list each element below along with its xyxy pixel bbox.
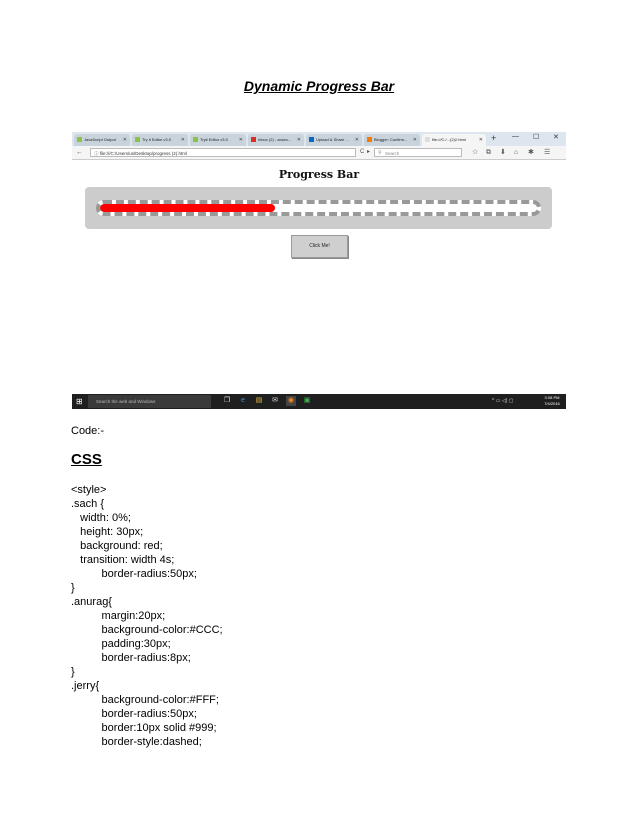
edge-icon[interactable]: e (241, 397, 245, 404)
bookmark-star-icon[interactable]: ☆ (472, 149, 479, 156)
progress-bar-heading: Progress Bar (278, 168, 360, 181)
windows-start-icon[interactable]: ⊞ (76, 397, 83, 406)
browser-tab[interactable]: Inbox (2) - anura... ✕ (248, 134, 304, 146)
url-bar[interactable] (90, 148, 356, 157)
code-line: transition: width 4s; (71, 554, 175, 566)
tab-favicon-icon (425, 137, 430, 142)
search-placeholder: Search (385, 151, 400, 156)
windows-taskbar (72, 394, 566, 409)
download-icon[interactable]: ⬇ (500, 149, 506, 156)
code-line: width: 0%; (71, 512, 131, 524)
code-line: border-style:dashed; (71, 736, 202, 748)
progress-fill (100, 204, 275, 212)
close-window-button[interactable]: ✕ (553, 134, 559, 141)
tab-favicon-icon (193, 137, 198, 142)
extension-icon[interactable]: ✱ (528, 149, 534, 156)
info-icon: ⓘ (94, 151, 99, 156)
tab-favicon-icon (367, 137, 372, 142)
file-explorer-icon[interactable]: ▤ (255, 397, 263, 404)
search-icon: ⚲ (378, 150, 382, 156)
code-line: } (71, 582, 75, 594)
browser-tab-active[interactable]: file:///C:/...(2)2.html ✕ (422, 134, 486, 146)
tab-favicon-icon (251, 137, 256, 142)
click-me-button[interactable]: Click Me! (291, 235, 348, 258)
code-line: padding:30px; (71, 638, 171, 650)
browser-nav-bar (72, 146, 566, 160)
clock-date: 7/4/2016 (544, 401, 560, 406)
code-line: margin:20px; (71, 610, 166, 622)
tab-favicon-icon (309, 137, 314, 142)
code-line: border-radius:50px; (71, 568, 197, 580)
close-tab-icon[interactable]: ✕ (180, 137, 185, 143)
library-icon[interactable]: ⧉ (486, 149, 491, 156)
css-heading: CSS (71, 451, 102, 468)
code-line: border-radius:50px; (71, 708, 197, 720)
code-line: background: red; (71, 540, 163, 552)
close-tab-icon[interactable]: ✕ (354, 137, 359, 143)
code-line: <style> (71, 484, 107, 496)
task-view-icon[interactable]: ❐ (223, 397, 231, 404)
close-tab-icon[interactable]: ✕ (412, 137, 417, 143)
firefox-icon[interactable]: ◉ (287, 397, 295, 404)
code-line: .jerry{ (71, 680, 100, 692)
system-tray-icons[interactable]: ^ ▭ ◁) ▢ (492, 398, 514, 404)
browser-screenshot (72, 132, 566, 409)
close-tab-icon[interactable]: ✕ (122, 137, 127, 143)
new-tab-button[interactable]: + (491, 133, 497, 143)
code-line: border:10px solid #999; (71, 722, 217, 734)
app-icon[interactable]: ▣ (303, 397, 311, 404)
search-input[interactable] (374, 148, 462, 157)
reload-icon[interactable]: C (360, 149, 365, 155)
browser-tab[interactable]: Try it Editor v3.0 ✕ (132, 134, 188, 146)
menu-icon[interactable]: ☰ (544, 149, 551, 156)
browser-tab[interactable]: JavaScript Output ✕ (74, 134, 130, 146)
clock-time: 3:08 PM (544, 395, 560, 400)
taskbar-search-input[interactable]: Search the web and Windows (88, 395, 211, 408)
maximize-button[interactable]: ☐ (533, 134, 540, 141)
back-icon[interactable]: ← (76, 149, 83, 156)
close-tab-icon[interactable]: ✕ (238, 137, 243, 143)
code-line: } (71, 666, 75, 678)
browser-tab[interactable]: Tryit Editor v3.0 ✕ (190, 134, 246, 146)
code-line: background-color:#FFF; (71, 694, 219, 706)
code-line: border-radius:8px; (71, 652, 191, 664)
close-tab-icon[interactable]: ✕ (478, 137, 483, 143)
browser-tab[interactable]: Blogger: Confirm... ✕ (364, 134, 420, 146)
url-text: file:///C:/Users/us/Desktop/progress (2).html (99, 151, 188, 156)
progress-track (96, 200, 541, 216)
code-line: .anurag{ (71, 596, 112, 608)
browser-tab-bar (72, 132, 566, 146)
progress-container (85, 187, 552, 229)
tab-favicon-icon (77, 137, 82, 142)
tab-favicon-icon (135, 137, 140, 142)
code-line: height: 30px; (71, 526, 144, 538)
code-line: .sach { (71, 498, 105, 510)
forward-icon[interactable]: ▸ (367, 149, 371, 155)
browser-tab[interactable]: Upload & Share ... ✕ (306, 134, 362, 146)
taskbar-clock[interactable] (540, 395, 564, 407)
code-line: background-color:#CCC; (71, 624, 223, 636)
minimize-button[interactable]: — (512, 133, 519, 140)
code-label: Code:- (71, 425, 105, 437)
close-tab-icon[interactable]: ✕ (296, 137, 301, 143)
home-icon[interactable]: ⌂ (514, 149, 519, 156)
document-title: Dynamic Progress Bar (243, 78, 395, 94)
mail-icon[interactable]: ✉ (272, 397, 278, 404)
